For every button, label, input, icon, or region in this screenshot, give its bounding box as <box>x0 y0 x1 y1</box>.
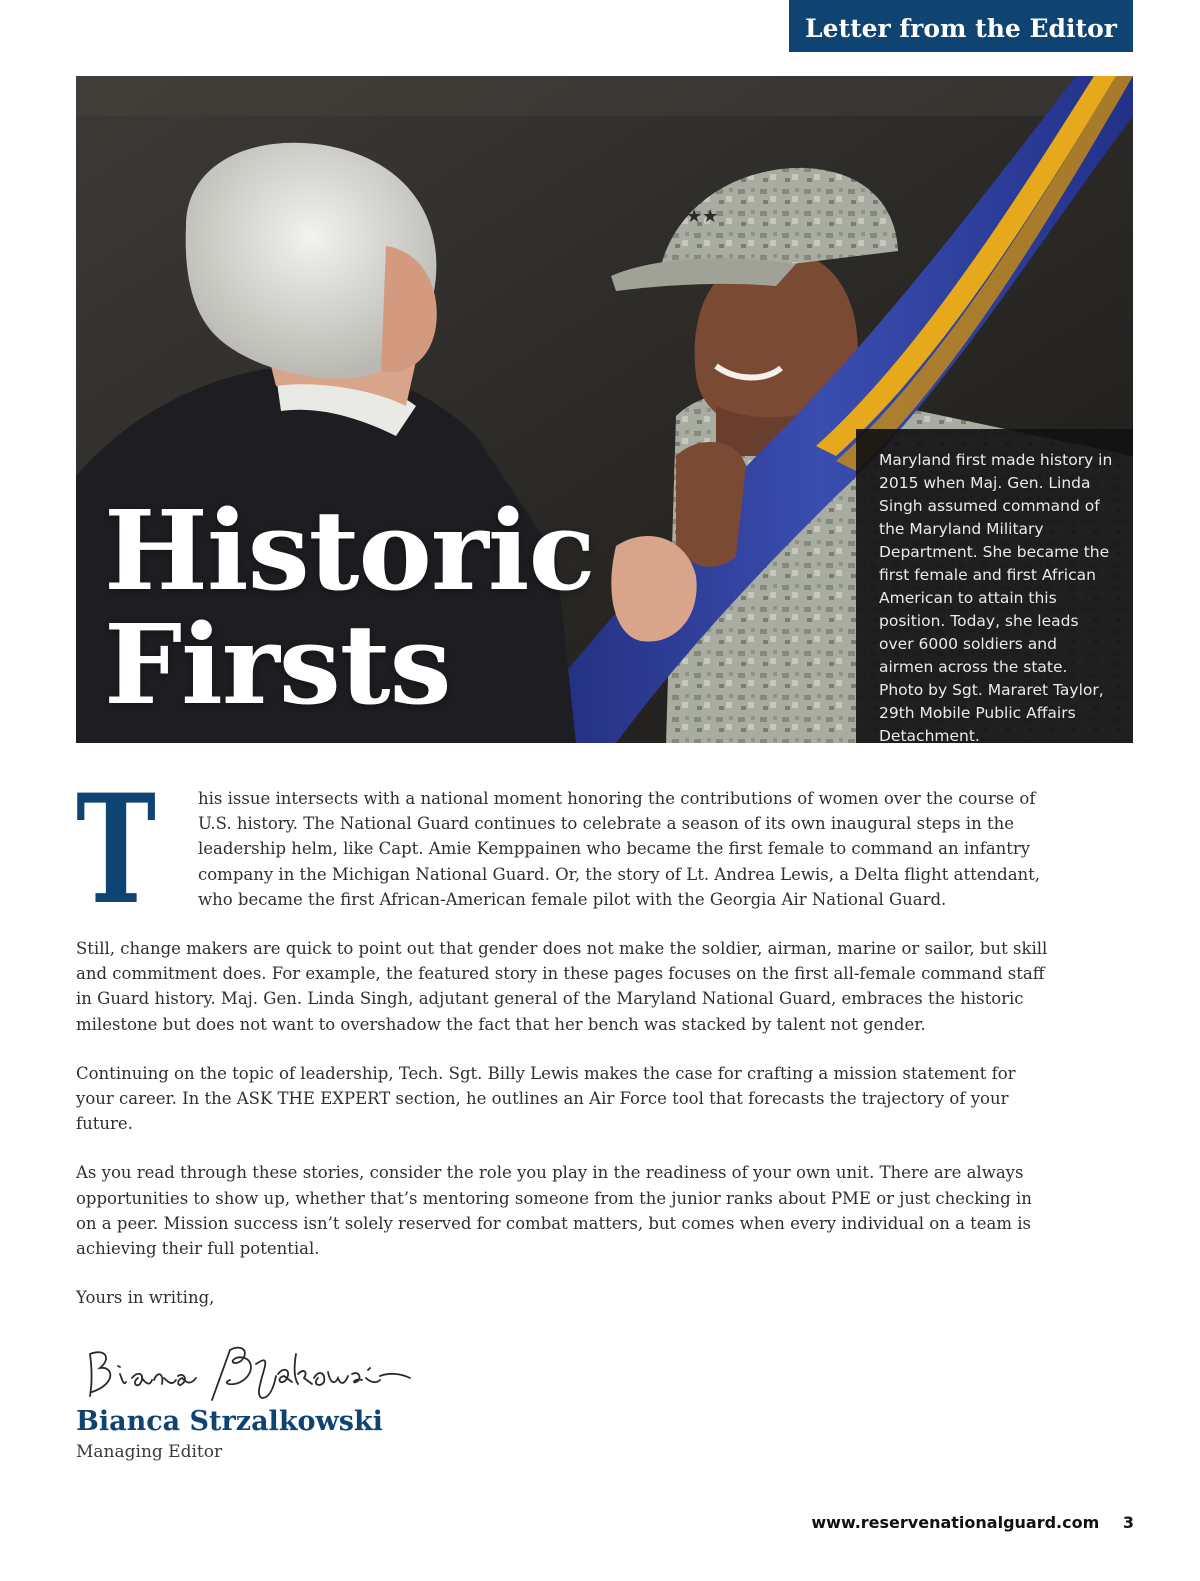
closing-line: Yours in writing, <box>76 1288 215 1308</box>
paragraph-2: Still, change makers are quick to point out that gender does not make the soldier, airman, marine or sailor, but skill and commitment does. For example, the featured story in these pages focuses on the first all-female command staff in Guard history. Maj. Gen. Linda Singh, adjutant general of the Maryland National Guard, embraces the historic milestone but does not want to overshadow the fact that her bench was stacked by talent not gender. <box>76 939 1048 1034</box>
website-url: www.reservenationalguard.com <box>811 1513 1100 1532</box>
page-footer <box>811 1513 1134 1532</box>
handwritten-signature <box>80 1334 420 1404</box>
drop-cap <box>76 762 156 938</box>
hero-title-line-2: Firsts <box>104 600 451 729</box>
lead-paragraph-block <box>76 762 1056 938</box>
editor-title: Managing Editor <box>76 1442 223 1462</box>
hero-title-line-1: Historic <box>104 486 595 615</box>
hero-photo <box>76 76 1133 743</box>
article-body <box>76 762 1056 1310</box>
photo-caption <box>856 429 1133 743</box>
photo-caption-text: Maryland first made history in 2015 when Maj. Gen. Linda Singh assumed command of the Maryland Military Department. She became the first female and first African American to attain this position. Today, she leads over 6000 soldiers and airmen across the state. Photo by Sgt. Mararet Taylor, 29th Mobile Public Affairs Detachment. <box>879 451 1113 745</box>
drop-cap-letter: T <box>76 762 156 938</box>
svg-text:★★: ★★ <box>686 206 719 227</box>
paragraph-4: As you read through these stories, consider the role you play in the readiness of your own unit. There are always opportunities to show up, whether that’s mentoring someone from the junior ranks about PME or just checking in on a peer. Mission success isn’t solely reserved for combat matters, but comes when every individual on a team is achieving their full potential. <box>76 1163 1032 1259</box>
lead-paragraph: his issue intersects with a national moment honoring the contributions of women over the course of U.S. history. The National Guard continues to celebrate a season of its own inaugural steps in the leadership helm, like Capt. Amie Kemppainen who became the first female to command an infantry company in the Michigan National Guard. Or, the story of Lt. Andrea Lewis, a Delta flight attendant, who became the first African-American female pilot with the Georgia Air National Guard. <box>198 789 1041 909</box>
section-label: Letter from the Editor <box>805 13 1117 43</box>
editor-name: Bianca Strzalkowski <box>76 1406 383 1437</box>
page-number: 3 <box>1122 1513 1134 1532</box>
section-tab <box>789 0 1133 52</box>
hero-title <box>104 486 595 729</box>
paragraph-3: Continuing on the topic of leadership, Tech. Sgt. Billy Lewis makes the case for crafting a mission statement for your career. In the ASK THE EXPERT section, he outlines an Air Force tool that forecasts the trajectory of your future. <box>76 1063 1016 1134</box>
